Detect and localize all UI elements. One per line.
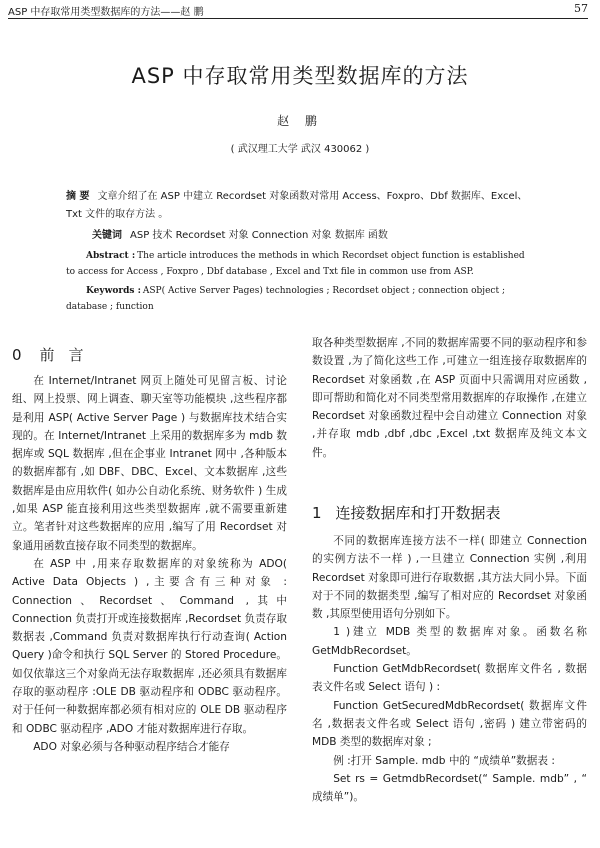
section-1-paragraph: 例 :打开 Sample. mdb 中的 “成绩单”数据表 : <box>333 754 555 767</box>
keywords-en <box>66 283 530 315</box>
keywords-en-text: ASP( Active Server Pages) technologies ; Recordset object ; connection object ; database ; function <box>66 286 505 312</box>
abstract-en-label: Abstract : <box>86 251 136 261</box>
abstract-en <box>66 248 530 280</box>
section-1-paragraph: 不同的数据库连接方法不一样( 即建立 Connection 的实例方法不一样 ) ,一旦建立 Connection 实例 ,利用 Recordset 对象即可进行存取数据 ,其方法大同小异。下面对于不同的数据类型 ,编写了相对应的 Recordset 对象函数 ,其原型使用语句分别如下。 <box>312 535 587 621</box>
keywords-en-label: Keywords : <box>86 286 141 296</box>
left-column <box>12 372 287 756</box>
continued-paragraph: 取各种类型数据库 ,不同的数据库需要不同的驱动程序和参数设置 ,为了简化这些工作 ,可建立一组连接存取数据库的 Recordset 对象函数 ,在 ASP 页面中只需调用对应函数 ,即可帮助和简化对不同类型常用数据库的存取操作 ,在建立 Recordset 对象函数过程中会自动建立 Connection 对象 ,并存取 mdb ,dbf ,dbc ,Excel ,txt 数据库及纯文本文件。 <box>312 337 587 459</box>
right-column-section-1 <box>312 532 587 806</box>
section-1-paragraph: Function GetSecuredMdbRecordset( 数据库文件名 ,数据表文件名或 Select 语句 ,密码 ) 建立带密码的 MDB 类型的数据库对象 ; <box>312 699 587 749</box>
section-1-title: 连接数据库和打开数据表 <box>335 504 501 522</box>
section-1-paragraph: Function GetMdbRecordset( 数据库文件名 , 数据表文件名或 Select 语句 ) : <box>312 663 587 694</box>
section-1-heading <box>312 502 501 523</box>
section-0-number: 0 <box>12 346 22 364</box>
section-0-title: 前言 <box>39 346 98 364</box>
running-head-text: ASP 中存取常用类型数据库的方法——赵 鹏 <box>8 7 204 18</box>
abstract-en-text: The article introduces the methods in which Recordset object function is established to access for Access , Foxpro , Dbf database , Excel and Txt file in common use from ASP. <box>66 251 525 277</box>
paper-title: ASP 中存取常用类型数据库的方法 <box>131 64 469 88</box>
page-number: 57 <box>574 2 588 15</box>
section-0-heading <box>12 344 98 365</box>
author-name: 赵 鹏 <box>277 114 323 128</box>
affiliation: ( 武汉理工大学 武汉 430062 ) <box>230 144 370 155</box>
keywords-cn-text: ASP 技术 Recordset 对象 Connection 对象 数据库 函数 <box>130 230 388 241</box>
section-0-paragraph: 在 Internet/Intranet 网页上随处可见留言板、讨论组、网上投票、网上调查、聊天室等功能模块 ,这些程序都是利用 ASP( Active Server Page ) 与数据库技术结合实现的。在 Internet/Intranet 上采用的数据库多为 mdb 数据库或 SQL 数据库 ,但在企事业 Intranet 网中 ,各种版本的数据库都有 ,如 DBF、DBC、Excel、文本数据库 ,这些数据库是由应用软件( 如办公自动化系统、财务软件 ) 生成 ,如果 ASP 能直接利用这些类型数据库 ,就不需要重新建立。笔者针对这些数据库的应用 ,编写了用 Recordset 对象通用函数直接存取不同类型的数据库。 <box>12 375 287 552</box>
keywords-cn-label: 关键词 <box>92 230 122 241</box>
keywords-cn <box>92 227 530 245</box>
right-column-top <box>312 334 587 462</box>
section-1-paragraph: 1 )建立 MDB 类型的数据库对象。函数名称 GetMdbRecordset。 <box>312 626 587 657</box>
running-header <box>8 0 588 19</box>
section-1-paragraph: Set rs = GetmdbRecordset(“ Sample. mdb” , “ 成绩单”)。 <box>312 772 587 804</box>
section-0-paragraph: ADO 对象必须与各种驱动程序结合才能存 <box>33 740 230 753</box>
abstract-cn-label: 摘 要 <box>66 191 90 202</box>
section-0-paragraph: 在 ASP 中 ,用来存取数据库的对象统称为 ADO( Active Data Objects ) ,主要含有三种对象 : Connection、Recordset、Command ,其中 Connection 负责打开或连接数据库 ,Recordset 负责存取数据表 ,Command 负责对数据库执行行动查询( Action Query )命令和执行 SQL Server 的 Stored Procedure。如仅依靠这三个对象尚无法存取数据库 ,还必须具有数据库存取的驱动程序 :OLE DB 驱动程序和 ODBC 驱动程序。对于任何一种数据库都必须有相对应的 OLE DB 驱动程序和 ODBC 驱动程序 ,ADO 才能对数据库进行存取。 <box>12 557 287 735</box>
section-1-number: 1 <box>312 504 322 522</box>
abstract-cn <box>66 188 530 224</box>
abstract-cn-text: 文章介绍了在 ASP 中建立 Recordset 对象函数对常用 Access、Foxpro、Dbf 数据库、Excel、Txt 文件的取存方法 。 <box>66 191 528 220</box>
